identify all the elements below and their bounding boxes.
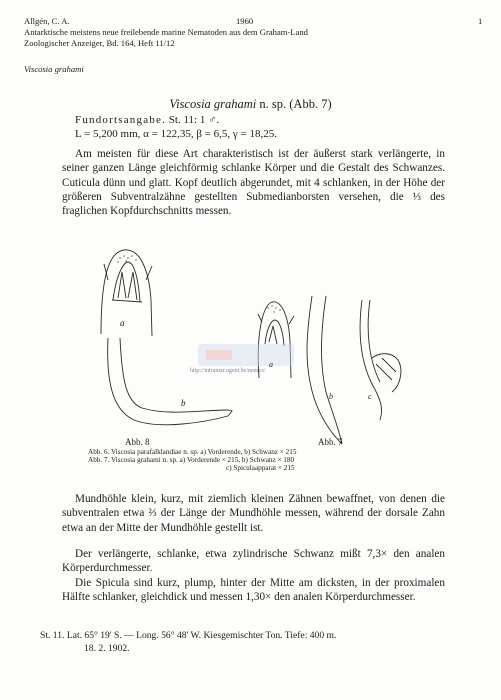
species-heading-suffix: n. sp. (Abb. 7) [256, 97, 332, 111]
locality-value: St. 11: 1 ♂. [166, 114, 220, 126]
page-number: 1 [478, 16, 483, 26]
label-abb7-a: a [269, 360, 273, 369]
locality-label: Fundortsangabe. [75, 114, 167, 126]
paragraph-tail: Der verlängerte, schlanke, etwa zylindrische Schwanz mißt 7,3× den analen Körperdurchmesser. [62, 548, 445, 575]
locality-line [75, 114, 219, 126]
label-abb8-a: a [120, 318, 125, 328]
paragraph-description: Am meisten für diese Art charakteristisch ist der äußerst stark verlängerte, in seiner ganzen Länge gleichförmig schlanke Körper und die Gestalt des Schwanzes. Cuticula dünn und glatt. Kopf deutlich abgerundet, mit 4 schlanken, in der Höhe der größeren Subventralzähne gestellten Submedianborsten versehen, die ⅓ des fraglichen Kopfdurchschnitts messen. [62, 148, 445, 218]
abb7-spicula-drawing [360, 300, 401, 420]
stippling [117, 255, 280, 313]
label-abb7-b: b [329, 392, 333, 401]
species-name: Viscosia grahami [169, 97, 257, 111]
figure [0, 240, 501, 490]
watermark-url: http://intramar.ugent.be/nemys/ [190, 368, 266, 374]
abb8-label: Abb. 8 [125, 437, 150, 447]
measurements: L = 5,200 mm, α = 122,35, β = 6,5, γ = 18,25. [75, 128, 277, 140]
abb7-label: Abb. 7 [318, 437, 343, 447]
caption-abb7-c: c) Spiculaapparat × 215 [226, 464, 295, 472]
watermark-logo [198, 344, 294, 366]
paragraph-spicula: Die Spicula sind kurz, plump, hinter der Mitte am dicksten, in der proximalen Hälfte schlanker, gleichdick und messen 1,30× den analen Körperdurchmesser. [62, 577, 445, 604]
source-title: Antarktische meistens neue freilebende marine Nematoden aus dem Graham-Land [24, 27, 308, 37]
caption-abb6: Abb. 6. Viscosia parafalklandiae n. sp. a) Vorderende, b) Schwanz × 215 [88, 448, 297, 456]
abb7-tail-drawing [307, 296, 342, 444]
abb7-head-drawing [258, 302, 294, 378]
label-abb8-b: b [181, 398, 186, 408]
author: Allgén, C. A. [24, 16, 70, 26]
year: 1960 [236, 16, 254, 26]
label-abb7-c: c [368, 392, 372, 401]
station-date: 18. 2. 1902. [84, 643, 130, 654]
journal-reference: Zoologischer Anzeiger, Bd. 164, Heft 11/12 [24, 38, 175, 48]
species-label: Viscosia grahami [24, 64, 84, 74]
caption-abb7: Abb. 7. Viscosia grahami n. sp. a) Vorderende × 215, b) Schwanz × 180 [88, 456, 295, 464]
species-heading [0, 97, 501, 112]
station-info: St. 11. Lat. 65° 19' S. — Long. 56° 48' W. Kiesgemischter Ton. Tiefe: 400 m. [40, 630, 337, 641]
paragraph-mouth: Mundhöhle klein, kurz, mit ziemlich kleinen Zähnen bewaffnet, von denen die subventralen etwa ⅔ der Länge der Mundhöhle messen, während der dorsale Zahn etwa an der Mitte der Mundhöhle gestellt ist. [62, 493, 445, 534]
abb8-head-drawing [101, 250, 152, 336]
